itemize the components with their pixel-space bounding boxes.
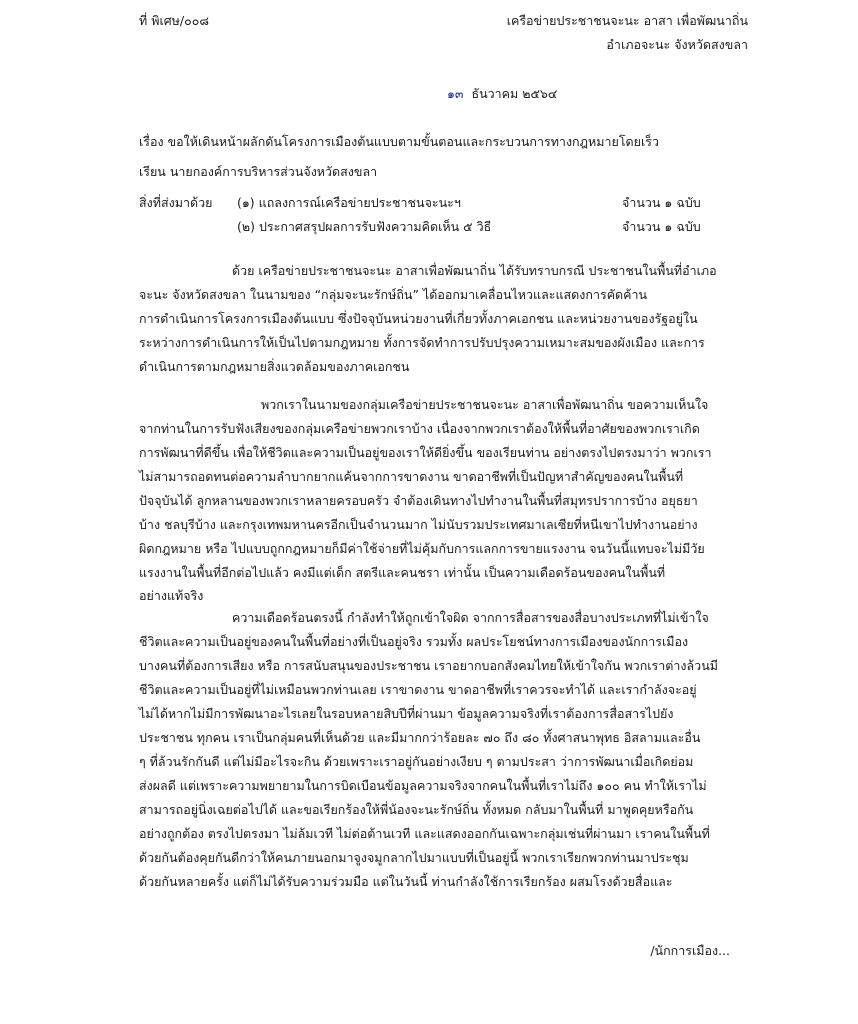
paragraph-line: ประชาชน ทุกคน เราเป็นกลุ่มคนที่เห็นด้วย และมีมากกว่าร้อยละ ๗๐ ถึง ๘๐ ทั้งศาสนาพุทธ อิสลามและอื่น xyxy=(139,730,701,745)
recipient-line: เรียน นายกองค์การบริหารส่วนจังหวัดสงขลา xyxy=(139,164,378,179)
date-month-year: ธันวาคม ๒๕๖๔ xyxy=(471,86,558,101)
paragraph-line: สามารถอยู่นิ่งเฉยต่อไปได้ และขอเรียกร้องให้พี่น้องจะนะรักษ์ถิ่น ทั้งหมด กลับมาในพื้นที่ มาพูดคุยหรือกัน xyxy=(139,802,694,817)
reference-number: ที่ พิเศษ/๐๐๘ xyxy=(139,13,210,28)
paragraph-line: แรงงานในพื้นที่อีกต่อไปแล้ว คงมีแต่เด็ก สตรีและคนชรา เท่านั้น เป็นความเดือดร้อนของคนในพื้นที่ xyxy=(139,565,666,580)
enclosure-item: (๒) ประกาศสรุปผลการรับฟังความคิดเห็น ๕ วิธี xyxy=(237,219,492,234)
paragraph-line: อย่างแท้จริง xyxy=(139,588,204,603)
enclosure-item: (๑) แถลงการณ์เครือข่ายประชาชนจะนะฯ xyxy=(237,195,461,210)
enclosure-label: สิ่งที่ส่งมาด้วย xyxy=(139,195,213,210)
sender-address: อำเภอจะนะ จังหวัดสงขลา xyxy=(606,37,748,52)
paragraph-line: ผิดกฎหมาย หรือ ไปแบบถูกกฎหมายก็มีค่าใช้จ่ายที่ไม่คุ้มกับการแลกการขายแรงงาน จนวันนี้แทบจะไม่มีวัย xyxy=(139,541,705,556)
paragraph-line: ระหว่างการดำเนินการให้เป็นไปตามกฎหมาย ทั้งการจัดทำการปรับปรุงความเหมาะสมของผังเมือง และการ xyxy=(139,335,705,350)
paragraph-line: ชีวิตและความเป็นอยู่ของคนในพื้นที่อย่างที่เป็นอยู่จริง รวมทั้ง ผลประโยชน์ทางการเมืองของนักการเมือง xyxy=(139,634,689,649)
paragraph-line: ด้วย เครือข่ายประชาชนจะนะ อาสาเพื่อพัฒนาถิ่น ได้รับทราบกรณี ประชาชนในพื้นที่อำเภอ xyxy=(232,263,717,278)
sender-organization: เครือข่ายประชาชนจะนะ อาสา เพื่อพัฒนาถิ่น xyxy=(506,13,748,28)
paragraph-line: ดำเนินการตามกฎหมายสิ่งแวดล้อมของภาคเอกชน xyxy=(139,359,410,374)
paragraph-line: บ้าง ชลบุรีบ้าง และกรุงเทพมหานครอีกเป็นจำนวนมาก ไม่นับรวมประเทศมาเลเซียที่หนีเขาไปทำงานอย่าง xyxy=(139,517,698,532)
paragraph-line: จะนะ จังหวัดสงขลา ในนามของ “กลุ่มจะนะรักษ์ถิ่น” ได้ออกมาเคลื่อนไหวและแสดงการคัดค้าน xyxy=(139,287,648,302)
paragraph-line: อย่างถูกต้อง ตรงไปตรงมา ไม่ล้มเวที ไม่ต่อต้านเวที และแสดงออกกันเฉพาะกลุ่มเช่นที่ผ่านมา เราคนในพื้นที่ xyxy=(139,826,710,841)
enclosure-quantity: จำนวน ๑ ฉบับ xyxy=(622,195,701,210)
subject-line: เรื่อง ขอให้เดินหน้าผลักดันโครงการเมืองต้นแบบตามขั้นตอนและกระบวนการทางกฎหมายโดยเร็ว xyxy=(139,134,659,149)
paragraph-line: ด้วยกันต้องคุยกันดีกว่าให้คนภายนอกมาจูงจมูกลากไปมาแบบที่เป็นอยู่นี้ พวกเราเรียกพวกท่านมาประชุม xyxy=(139,850,689,865)
paragraph-line: ส่งผลดี แต่เพราะความพยายามในการบิดเบือนข้อมูลความจริงจากคนในพื้นที่เราไม่ถึง ๑๐๐ คน ทำให้เราไม่ xyxy=(139,778,707,793)
paragraph-line: พวกเราในนามของกลุ่มเครือข่ายประชาชนจะนะ อาสาเพื่อพัฒนาถิ่น ขอความเห็นใจ xyxy=(261,397,709,412)
paragraph-line: ไม่ได้หากไม่มีการพัฒนาอะไรเลยในรอบหลายสิบปีที่ผ่านมา ข้อมูลความจริงที่เราต้องการสื่อสารไปยัง xyxy=(139,706,674,721)
paragraph-line: บางคนที่ต้องการเสียง หรือ การสนับสนุนของประชาชน เราอยากบอกสังคมไทยให้เข้าใจกัน พวกเราต่างล้วนมี xyxy=(139,658,718,673)
enclosure-quantity: จำนวน ๑ ฉบับ xyxy=(622,219,701,234)
paragraph-line: ความเดือดร้อนตรงนี้ กำลังทำให้ถูกเข้าใจผิด จากการสื่อสารของสื่อบางประเภทที่ไม่เข้าใจ xyxy=(232,610,709,625)
paragraph-line: ๆ ที่ล้วนรักกันดี แต่ไม่มีอะไรจะกิน ด้วยเพราะเราอยู่กันอย่างเงียบ ๆ ตามประสา ว่าการพัฒนาเมื่อเกิดย่อม xyxy=(139,754,694,769)
letter-date xyxy=(447,86,557,102)
paragraph-line: การดำเนินการโครงการเมืองต้นแบบ ซึ่งปัจจุบันหน่วยงานที่เกี่ยวทั้งภาคเอกชน และหน่วยงานของรัฐอยู่ใน xyxy=(139,311,698,326)
paragraph-line: ด้วยกันหลายครั้ง แต่ก็ไม่ได้รับความร่วมมือ แต่ในวันนี้ ท่านกำลังใช้การเรียกร้อง ผสมโรงด้วยสื่อและ xyxy=(139,874,673,889)
paragraph-line: จากท่านในการรับฟังเสียงของกลุ่มเครือข่ายพวกเราบ้าง เนื่องจากพวกเราต้องให้พื้นที่อาศัยของพวกเราเกิด xyxy=(139,421,700,436)
page-continuation: /นักการเมือง... xyxy=(650,943,730,958)
paragraph-line: ชีวิตและความเป็นอยู่ที่ไม่เหมือนพวกท่านเลย เราขาดงาน ขาดอาชีพที่เราควรจะทำได้ และเรากำลังจะอยู่ xyxy=(139,682,697,697)
paragraph-line: การพัฒนาที่ดีขึ้น เพื่อให้ชีวิตและความเป็นอยู่ของเราให้ดียิ่งขึ้น ของเรียนท่าน อย่างตรงไปตรงมาว่า พวกเรา xyxy=(139,445,712,460)
paragraph-line: ไม่สามารถอดทนต่อความลำบากยากแค้นจากการขาดงาน ขาดอาชีพที่เป็นปัญหาสำคัญของคนในพื้นที่ xyxy=(139,469,684,484)
date-day: ๑๓ xyxy=(447,86,464,101)
paragraph-line: ปัจจุบันได้ ลูกหลานของพวกเราหลายครอบครัว จำต้องเดินทางไปทำงานในพื้นที่สมุทรปราการบ้าง อยุธยา xyxy=(139,493,698,508)
